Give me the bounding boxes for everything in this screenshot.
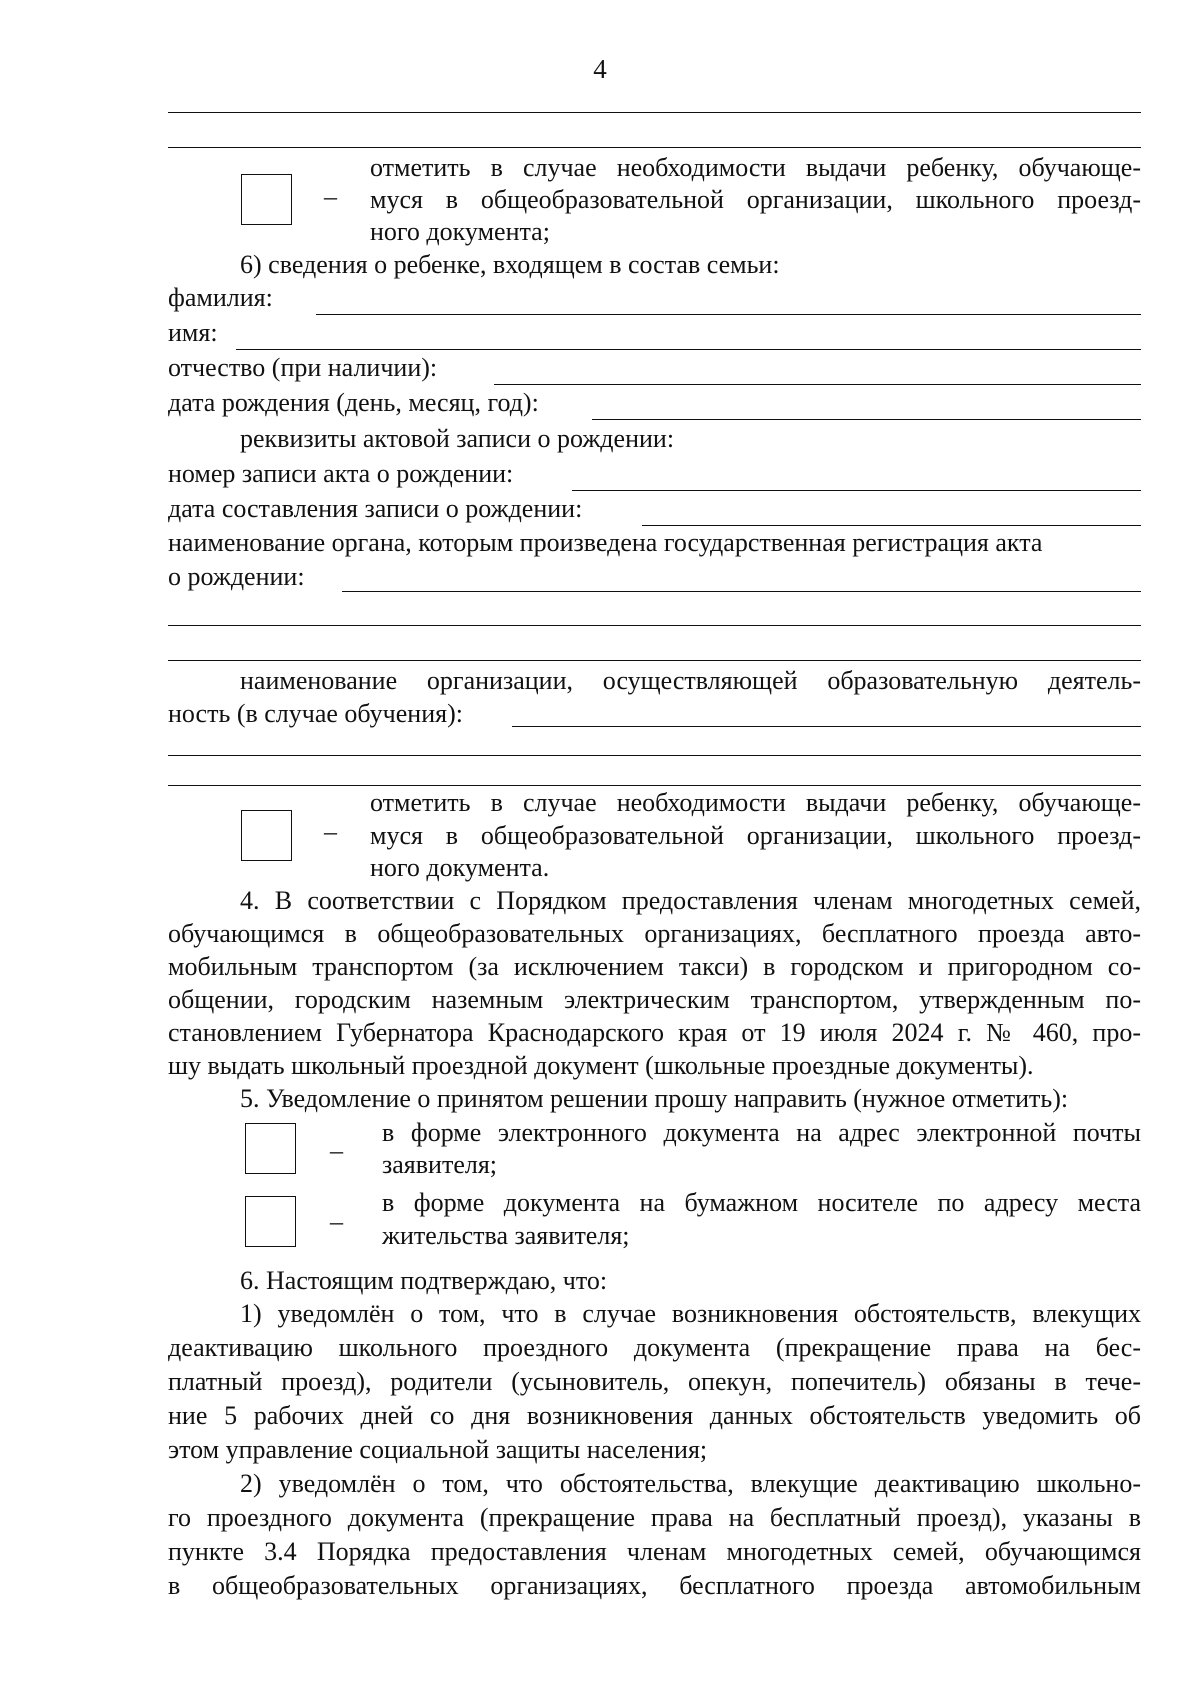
section-6-item-2-line: го проездного документа (прекращение права на бесплатный проезд), указаны в: [168, 1503, 1141, 1532]
section-6-item-2-line: в общеобразовательных организациях, бесплатного проезда автомобильным: [168, 1571, 1141, 1600]
record-date-field[interactable]: [642, 525, 1141, 526]
record-date-label: дата составления записи о рождении:: [168, 494, 583, 523]
school-field-continuation[interactable]: [168, 785, 1141, 786]
checkbox-2-text-line: отметить в случае необходимости выдачи ребенку, обучающе-: [370, 788, 1141, 817]
section-6-item-2-line: 2) уведомлён о том, что обстоятельства, влекущие деактивацию школьно-: [240, 1469, 1141, 1498]
checkbox-1-text-line: ного документа;: [370, 217, 550, 246]
section-4-line: становлением Губернатора Краснодарского края от 19 июля 2024 г. № 460, про-: [168, 1018, 1141, 1047]
email-notification-label: в форме электронного документа на адрес электронной почты: [382, 1118, 1141, 1147]
checkbox-2-text-line: ного документа.: [370, 853, 550, 882]
school-label: ность (в случае обучения):: [168, 699, 463, 728]
surname-field[interactable]: [316, 314, 1141, 315]
birth-date-label: дата рождения (день, месяц, год):: [168, 388, 539, 417]
birth-record-heading: реквизиты актовой записи о рождении:: [240, 424, 675, 453]
dash: –: [324, 817, 337, 846]
section-6-item-2-line: пункте 3.4 Порядка предоставления членам многодетных семей, обучающимся: [168, 1537, 1141, 1566]
registry-field[interactable]: [342, 591, 1141, 592]
section-4-line: шу выдать школьный проездной документ (школьные проездные документы).: [168, 1051, 1034, 1080]
section-6-item-1-line: деактивацию школьного проездного документа (прекращение права на бес-: [168, 1333, 1141, 1362]
paper-notification-checkbox[interactable]: [245, 1196, 296, 1247]
checkbox-1-text-line: отметить в случае необходимости выдачи ребенку, обучающе-: [370, 153, 1141, 182]
patronymic-field[interactable]: [494, 384, 1141, 385]
section-6-item-1-line: 1) уведомлён о том, что в случае возникновения обстоятельств, влекущих: [240, 1299, 1141, 1328]
school-label: наименование организации, осуществляющей образовательную деятель-: [240, 666, 1141, 695]
school-pass-checkbox[interactable]: [241, 810, 292, 861]
birth-date-field[interactable]: [592, 419, 1141, 420]
registry-field-continuation[interactable]: [168, 625, 1141, 626]
section-5-heading: 5. Уведомление о принятом решении прошу направить (нужное отметить):: [240, 1084, 1069, 1113]
name-field[interactable]: [236, 349, 1141, 350]
section-6-item-1-line: платный проезд), родители (усыновитель, опекун, попечитель) обязаны в тече-: [168, 1367, 1141, 1396]
section-6-item-1-line: этом управление социальной защиты населения;: [168, 1435, 708, 1464]
section-6-heading: 6. Настоящим подтверждаю, что:: [240, 1266, 608, 1295]
dash: _: [330, 1198, 343, 1227]
patronymic-label: отчество (при наличии):: [168, 353, 438, 382]
separator-line: [168, 147, 1141, 148]
record-number-label: номер записи акта о рождении:: [168, 459, 514, 488]
page-number: 4: [593, 54, 607, 84]
dash: _: [330, 1127, 343, 1156]
registry-label: наименование органа, которым произведена государственная регистрация акта: [168, 528, 1043, 557]
section-4-line: 4. В соответствии с Порядком предоставления членам многодетных семей,: [240, 886, 1141, 915]
checkbox-1-text-line: муся в общеобразовательной организации, школьного проезд-: [370, 185, 1141, 214]
surname-label: фамилия:: [168, 283, 273, 312]
registry-label: о рождении:: [168, 562, 305, 591]
school-pass-checkbox[interactable]: [241, 174, 292, 225]
name-label: имя:: [168, 318, 218, 347]
section-6-item-1-line: ние 5 рабочих дней со дня возникновения данных обстоятельств уведомить об: [168, 1401, 1141, 1430]
email-notification-label: заявителя;: [382, 1150, 498, 1179]
child-info-heading: 6) сведения о ребенке, входящем в состав семьи:: [240, 250, 780, 279]
separator-line: [168, 112, 1141, 113]
checkbox-2-text-line: муся в общеобразовательной организации, школьного проезд-: [370, 821, 1141, 850]
section-4-line: обучающимся в общеобразовательных организациях, бесплатного проезда авто-: [168, 919, 1141, 948]
email-notification-checkbox[interactable]: [245, 1123, 296, 1174]
school-field[interactable]: [512, 726, 1141, 727]
registry-field-continuation[interactable]: [168, 660, 1141, 661]
section-4-line: мобильным транспортом (за исключением такси) в городском и пригородном со-: [168, 952, 1141, 981]
school-field-continuation[interactable]: [168, 755, 1141, 756]
paper-notification-label: в форме документа на бумажном носителе по адресу места: [382, 1188, 1141, 1217]
record-number-field[interactable]: [572, 490, 1141, 491]
paper-notification-label: жительства заявителя;: [382, 1221, 630, 1250]
dash: –: [324, 182, 337, 211]
section-4-line: общении, городским наземным электрическим транспортом, утвержденным по-: [168, 985, 1141, 1014]
